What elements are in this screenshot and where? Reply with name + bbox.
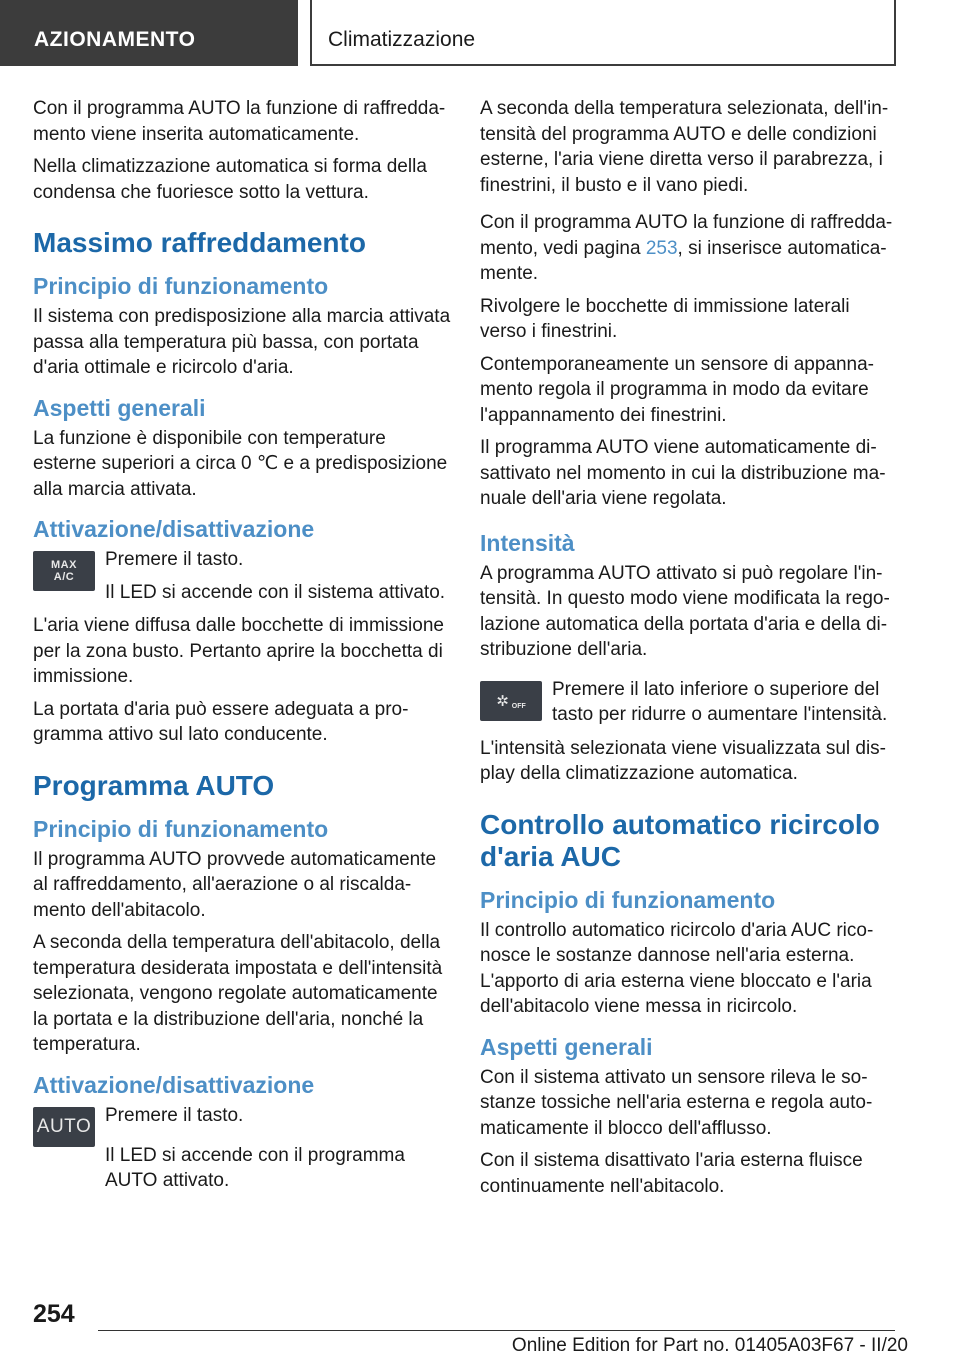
max-ac-instruction: [33, 547, 453, 605]
paragraph: Con il programma AUTO la funzione di raffredda-mento, vedi pagina 253, si inserisce automatica-mente.: [480, 212, 893, 284]
edition-note: Online Edition for Part no. 01405A03F67 - II/20: [511, 1335, 908, 1356]
paragraph: Il sistema con predisposizione alla marcia attivata passa alla temperatura più bassa, con portata d'aria ottimale e ricircolo d'aria.: [33, 306, 451, 378]
paragraph: Nella climatizzazione automatica si forma della condensa che fuoriesce sotto la vettura.: [33, 156, 427, 203]
subheading-principle: Principio di funzionamento: [33, 815, 329, 842]
subheading-intensity: Intensità: [480, 529, 575, 556]
paragraph: La funzione è disponibile con temperature esterne superiori a circa 0 ℃ e a predisposizione alla marcia attivata.: [33, 427, 448, 500]
subheading-principle: Principio di funzionamento: [480, 886, 776, 913]
heading-auc: Controllo automatico ricircolo d'aria AUC: [480, 808, 880, 872]
section-tab: AZIONAMENTO: [0, 0, 298, 66]
paragraph: La portata d'aria può essere adeguata a pro-gramma attivo sul lato conducente.: [33, 698, 409, 745]
heading-max-cooling: Massimo raffreddamento: [33, 227, 366, 258]
paragraph: Rivolgere le bocchette di immissione laterali verso i finestrini.: [480, 295, 850, 342]
page-link[interactable]: 253: [645, 237, 678, 259]
paragraph: Con il programma AUTO la funzione di raffredda-mento viene inserita automaticamente.: [33, 98, 446, 145]
paragraph: A programma AUTO attivato si può regolare l'in-tensità. In questo modo viene modificata la rego-lazione automatica della portata d'aria e della di-stribuzione dell'aria.: [480, 562, 890, 660]
paragraph: Con il sistema disattivato l'aria esterna fluisce continuamente nell'abitacolo.: [480, 1150, 863, 1197]
paragraph: Il LED si accende con il sistema attivato.: [105, 581, 446, 603]
paragraph: A seconda della temperatura selezionata, dell'in-tensità del programma AUTO e delle condizioni esterne, l'aria viene diretta verso il parabrezza, i finestrini, il busto e il vano piedi.: [480, 98, 889, 196]
auto-instruction: [33, 1103, 453, 1149]
right-column: [480, 96, 896, 1206]
auto-button-icon: AUTO: [33, 1107, 95, 1147]
page-header: [0, 0, 960, 66]
page-number: 254: [33, 1300, 75, 1328]
paragraph: L'intensità selezionata viene visualizzata sul dis-play della climatizzazione automatica.: [480, 737, 887, 784]
paragraph: Il controllo automatico ricircolo d'aria AUC rico-nosce le sostanze dannose nell'aria esterna. L'apporto di aria esterna viene bloccato e l'aria dell'abitacolo viene messa in ricircolo.: [480, 919, 874, 1017]
subheading-activation: Attivazione/disattivazione: [33, 516, 315, 542]
subheading-general: Aspetti generali: [33, 394, 206, 421]
subheading-general: Aspetti generali: [480, 1033, 653, 1060]
paragraph: Il programma AUTO provvede automaticamente al raffreddamento, all'aerazione o al riscalda-mento dell'abitacolo.: [33, 848, 437, 921]
max-ac-button-icon: MAX A/C: [33, 551, 95, 591]
footer-divider: [98, 1330, 895, 1331]
chapter-tab: Climatizzazione: [310, 0, 896, 66]
left-column: [33, 96, 453, 1201]
fan-icon: ✲: [496, 692, 509, 710]
subheading-principle: Principio di funzionamento: [33, 273, 329, 299]
paragraph: Premere il tasto.: [105, 549, 244, 570]
paragraph: Con il sistema attivato un sensore rileva le so-stanze tossiche nell'aria esterna e regola auto-maticamente il blocco dell'afflusso.: [480, 1066, 873, 1139]
paragraph: A seconda della temperatura dell'abitacolo, della temperatura desiderata impostata e dell'intensità selezionata, vengono regolate automaticamente la portata e la distribuzione dell'aria, nonché la temperatura.: [33, 932, 443, 1055]
paragraph: Premere il tasto.: [105, 1104, 244, 1126]
paragraph: Il programma AUTO viene automaticamente di-sattivato nel momento in cui la distribuzione ma-nuale dell'aria viene regolata.: [480, 437, 886, 509]
paragraph: L'aria viene diffusa dalle bocchette di immissione per la zona busto. Pertanto aprire la bocchetta di immissione.: [33, 615, 444, 687]
heading-auto-program: Programma AUTO: [33, 769, 275, 801]
fan-instruction: [480, 677, 896, 728]
subheading-activation: Attivazione/disattivazione: [33, 1071, 315, 1098]
paragraph: Premere il lato inferiore o superiore del tasto per ridurre o aumentare l'intensità.: [552, 678, 888, 725]
fan-button-icon: ✲ OFF: [480, 681, 542, 721]
paragraph: Il LED si accende con il programma AUTO attivato.: [105, 1144, 405, 1191]
paragraph: Contemporaneamente un sensore di appanna-mento regola il programma in modo da evitare l'appannamento dei finestrini.: [480, 353, 874, 426]
